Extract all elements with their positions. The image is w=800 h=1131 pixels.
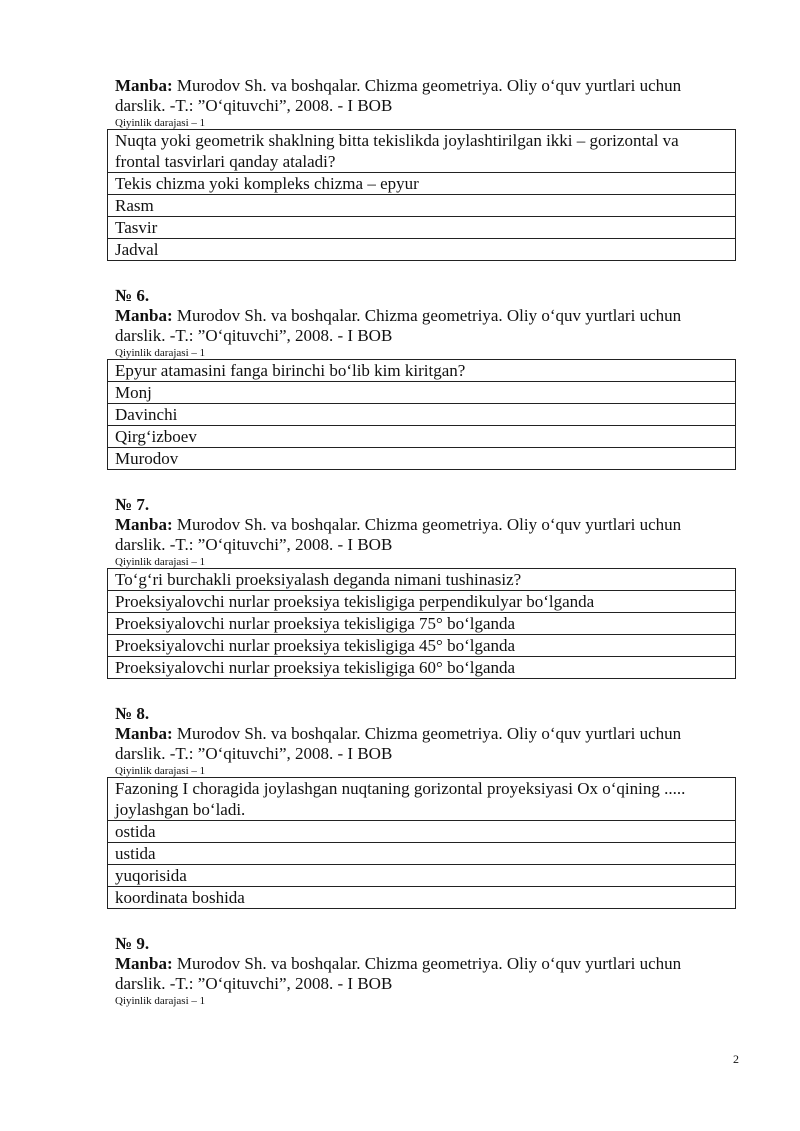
difficulty-level: Qiyinlik darajasi – 1 (115, 556, 206, 568)
answer-option: ustida (108, 843, 736, 865)
question-block (115, 76, 735, 261)
difficulty-level: Qiyinlik darajasi – 1 (115, 347, 206, 359)
answer-option: Tasvir (108, 217, 736, 239)
source-text: Murodov Sh. va boshqalar. Chizma geometriya. Oliy o‘quv yurtlari uchun darslik. -T.: ”O‘qituvchi”, 2008. - I BOB (115, 724, 682, 763)
source-line (115, 515, 735, 555)
answer-option: Qirg‘izboev (108, 426, 736, 448)
document-page (115, 76, 735, 1007)
question-number: № 6. (115, 286, 150, 305)
page-number: 2 (733, 1052, 739, 1066)
question-block (115, 285, 735, 470)
answer-option: yuqorisida (108, 865, 736, 887)
source-text: Murodov Sh. va boshqalar. Chizma geometriya. Oliy o‘quv yurtlari uchun darslik. -T.: ”O‘qituvchi”, 2008. - I BOB (115, 306, 682, 345)
question-block (115, 703, 735, 909)
answer-option: Proeksiyalovchi nurlar proeksiya tekisligiga perpendikulyar bo‘lganda (108, 591, 736, 613)
question-text: To‘g‘ri burchakli proeksiyalash deganda nimani tushinasiz? (108, 569, 736, 591)
answer-option: koordinata boshida (108, 887, 736, 909)
question-number: № 8. (115, 704, 150, 723)
question-number: № 7. (115, 495, 150, 514)
source-text: Murodov Sh. va boshqalar. Chizma geometriya. Oliy o‘quv yurtlari uchun darslik. -T.: ”O‘qituvchi”, 2008. - I BOB (115, 515, 682, 554)
answer-option: Proeksiyalovchi nurlar proeksiya tekisligiga 75° bo‘lganda (108, 613, 736, 635)
answer-option: Jadval (108, 239, 736, 261)
question-table (107, 777, 736, 909)
answer-option: ostida (108, 821, 736, 843)
source-label: Manba: (115, 76, 173, 95)
answer-option: Davinchi (108, 404, 736, 426)
source-label: Manba: (115, 954, 173, 973)
source-line (115, 954, 735, 994)
question-block (115, 933, 735, 1007)
source-line (115, 306, 735, 346)
source-text: Murodov Sh. va boshqalar. Chizma geometriya. Oliy o‘quv yurtlari uchun darslik. -T.: ”O‘qituvchi”, 2008. - I BOB (115, 76, 682, 115)
source-label: Manba: (115, 515, 173, 534)
source-line (115, 724, 735, 764)
question-text: Nuqta yoki geometrik shaklning bitta tekislikda joylashtirilgan ikki – gorizontal va frontal tasvirlari qanday ataladi? (108, 130, 736, 173)
source-text: Murodov Sh. va boshqalar. Chizma geometriya. Oliy o‘quv yurtlari uchun darslik. -T.: ”O‘qituvchi”, 2008. - I BOB (115, 954, 682, 993)
question-block (115, 494, 735, 679)
answer-option: Proeksiyalovchi nurlar proeksiya tekisligiga 60° bo‘lganda (108, 657, 736, 679)
difficulty-level: Qiyinlik darajasi – 1 (115, 765, 206, 777)
answer-option: Proeksiyalovchi nurlar proeksiya tekisligiga 45° bo‘lganda (108, 635, 736, 657)
answer-option: Tekis chizma yoki kompleks chizma – epyur (108, 173, 736, 195)
source-label: Manba: (115, 724, 173, 743)
difficulty-level: Qiyinlik darajasi – 1 (115, 995, 206, 1007)
question-table (107, 129, 736, 261)
answer-option: Murodov (108, 448, 736, 470)
answer-option: Rasm (108, 195, 736, 217)
question-table (107, 359, 736, 470)
source-line (115, 76, 735, 116)
source-label: Manba: (115, 306, 173, 325)
question-text: Epyur atamasini fanga birinchi bo‘lib kim kiritgan? (108, 360, 736, 382)
question-table (107, 568, 736, 679)
answer-option: Monj (108, 382, 736, 404)
question-text: Fazoning I choragida joylashgan nuqtaning gorizontal proyeksiyasi Ox o‘qining ..... joylashgan bo‘ladi. (108, 778, 736, 821)
question-number: № 9. (115, 934, 150, 953)
difficulty-level: Qiyinlik darajasi – 1 (115, 117, 206, 129)
